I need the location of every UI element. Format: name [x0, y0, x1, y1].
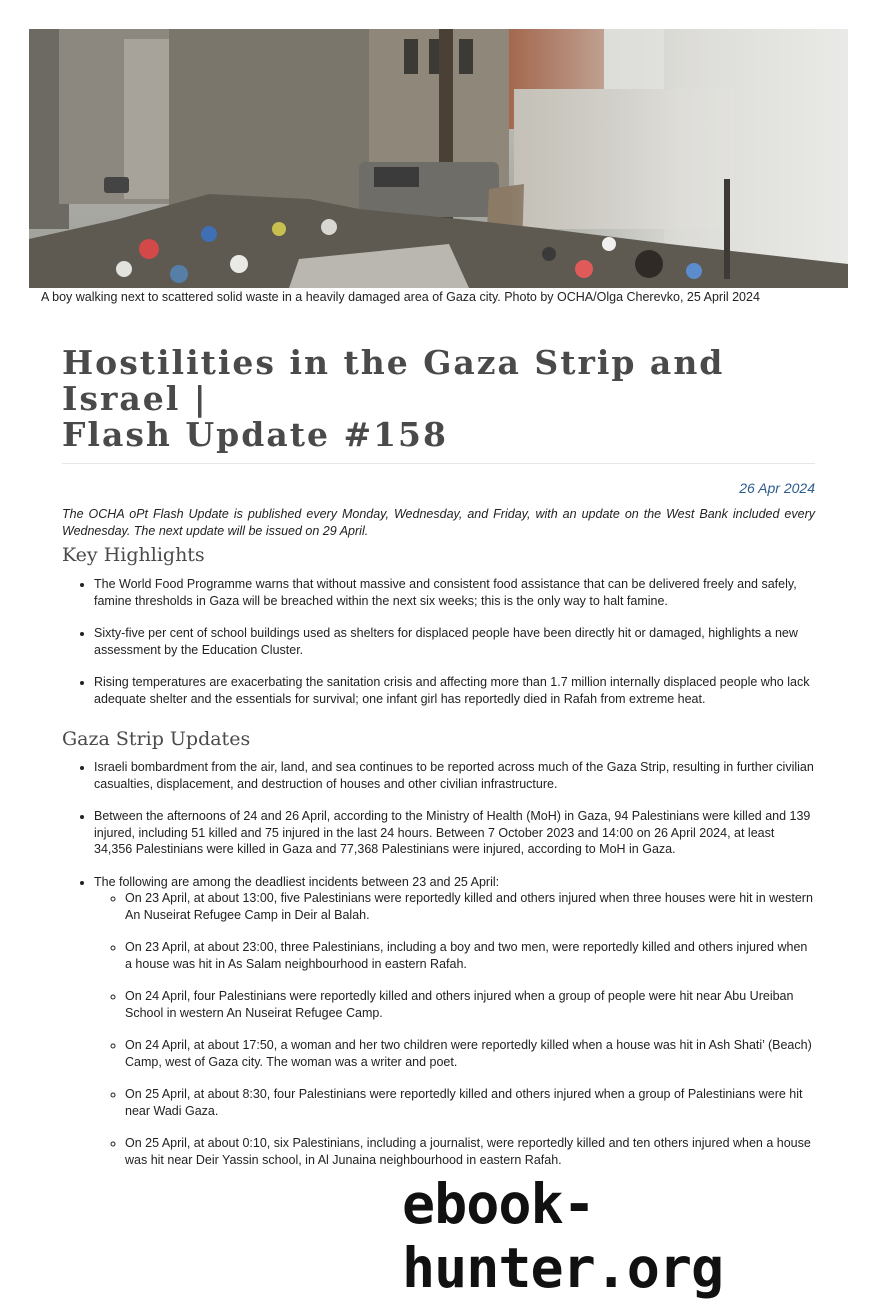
list-item: • Between the afternoons of 24 and 26 April, according to the Ministry of Health (MoH) in Gaza, 94 Palestinians were killed and 139 injured, including 51 killed and 75 injured in the last 24 hours. Between 7 October 2023 and 14:00 on 26 April 2024, at least 34,356 Palestinians were killed in Gaza and 77,368 Palestinians were injured, according to MoH in Gaza. — [94, 808, 815, 858]
gaza-updates-heading: Gaza Strip Updates — [62, 728, 251, 750]
incident-item: ◦ On 24 April, four Palestinians were reportedly killed and others injured when a group of people were hit near Abu Ureiban School in western An Nuseirat Refugee Camp. — [125, 988, 815, 1021]
title-line-2: Flash Update #158 — [62, 415, 448, 454]
list-item: • The World Food Programme warns that without massive and consistent food assistance that can be delivered freely and safely, famine thresholds in Gaza will be breached within the next six weeks; this is the only way to halt famine. — [94, 576, 815, 609]
incident-item: ◦ On 25 April, at about 0:10, six Palestinians, including a journalist, were reportedly killed and ten others injured when a house was hit near Deir Yassin school, in Al Junaina neighbourhood in eastern Rafah. — [125, 1135, 815, 1168]
header-photo — [29, 29, 848, 288]
photo-illustration — [29, 29, 848, 288]
intro-paragraph: The OCHA oPt Flash Update is published every Monday, Wednesday, and Friday, with an update on the West Bank included every Wednesday. The next update will be issued on 29 April. — [62, 507, 815, 538]
incidents-intro: The following are among the deadliest incidents between 23 and 25 April: — [94, 874, 500, 889]
key-highlights-list — [62, 576, 815, 723]
incident-item: ◦ On 23 April, at about 13:00, five Palestinians were reportedly killed and others injured when three houses were hit in western An Nuseirat Refugee Camp in Deir al Balah. — [125, 890, 815, 923]
watermark-text: ebook-hunter.org — [402, 1172, 724, 1300]
list-item — [94, 874, 815, 1169]
incidents-list — [94, 890, 815, 1168]
title-line-1: Hostilities in the Gaza Strip and Israel | — [62, 343, 725, 418]
list-item: • Israeli bombardment from the air, land, and sea continues to be reported across much of the Gaza Strip, resulting in further civilian casualties, displacement, and destruction of houses and other civilian infrastructure. — [94, 759, 815, 792]
divider — [62, 463, 815, 464]
incident-item: ◦ On 23 April, at about 23:00, three Palestinians, including a boy and two men, were reportedly killed and others injured when a house was hit in As Salam neighbourhood in eastern Rafah. — [125, 939, 815, 972]
list-item: • Rising temperatures are exacerbating the sanitation crisis and affecting more than 1.7 million internally displaced people who lack adequate shelter and the essentials for survival; one infant girl has reportedly died in Rafah from extreme heat. — [94, 674, 815, 707]
incident-item: ◦ On 25 April, at about 8:30, four Palestinians were reportedly killed and others injured when a group of Palestinians were hit near Wadi Gaza. — [125, 1086, 815, 1119]
publication-date: 26 Apr 2024 — [739, 480, 815, 496]
gaza-updates-list — [62, 759, 815, 1184]
list-item: • Sixty-five per cent of school buildings used as shelters for displaced people have been directly hit or damaged, highlights a new assessment by the Education Cluster. — [94, 625, 815, 658]
page-title — [62, 345, 815, 453]
photo-caption: A boy walking next to scattered solid waste in a heavily damaged area of Gaza city. Photo by OCHA/Olga Cherevko, 25 April 2024 — [41, 290, 760, 304]
incident-item: ◦ On 24 April, at about 17:50, a woman and her two children were reportedly killed when a house was hit in Ash Shati’ (Beach) Camp, west of Gaza city. The woman was a writer and poet. — [125, 1037, 815, 1070]
key-highlights-heading: Key Highlights — [62, 544, 205, 566]
